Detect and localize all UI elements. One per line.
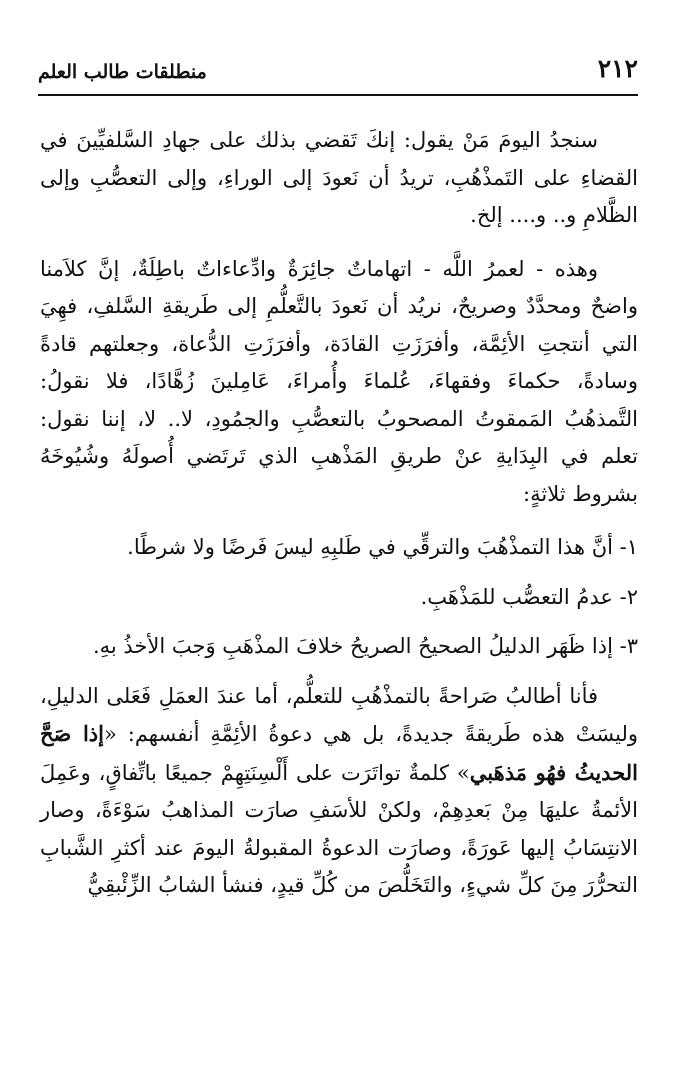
- body-text: [40, 122, 638, 921]
- quoted-saying: إذا صَحَّ الحديثُ فهُو مَذهَبي: [40, 721, 638, 785]
- paragraph-3: [40, 678, 638, 905]
- page-number: ٢١٢: [597, 54, 638, 83]
- list-item-3: ٣- إذا ظَهَر الدليلُ الصحيحُ الصريحُ خلافَ المذْهَبِ وَجبَ الأخذُ بهِ.: [92, 634, 638, 658]
- header-rule: [38, 94, 638, 96]
- paragraph-3-end: » كلمةٌ تواتَرَت على أَلْسِنَتِهِمْ جميعًا باتِّفاقٍ، وعَمِلَ الأئمةُ عليهَا مِنْ بَعدِهِمْ، ولكنْ للأسَفِ صارَت المذاهبُ سَوْءَةً، وصار الانتِسَابُ إليها عَورَةً، وصارَت الدعوةُ المقبولةُ اليومَ عند أكثرِ الشَّبابِ التحرُّرَ مِنَ كلِّ شيءٍ، والتَخَلُّصَ من كُلِّ قيدٍ، فنشأ الشابُ الزِّئْبقِيُّ: [40, 760, 638, 897]
- list-item-1: ١- أنَّ هذا التمذْهُبَ والترقِّي في طَلبِهِ ليسَ فَرضًا ولا شرطًا.: [127, 535, 638, 559]
- list-item-2: ٢- عدمُ التعصُّب للمَذْهَبِ.: [420, 584, 638, 609]
- paragraph-2: وهذه - لعمرُ اللَّه - اتهاماتٌ جائِرَةٌ وادِّعاءاتٌ باطِلَةٌ، إنَّ كلاَمنا واضحٌ ومحدَّدٌ وصريحٌ، نريُد أن نَعودَ بالتَّعلُّمِ إلى طَريقةِ السَّلفِ، فهِيَ التي أنتجتِ الأئِمَّة، وأفرَزَتِ القادَة، وأفرَزَتِ الدُّعاة، وجعلتهم قادةً وسادةً، حكماءَ وفقهاءَ، عُلماءَ وأُمراءَ، عَامِلينَ زُهَّادًا، فلا نقولُ: التَّمذهُبُ المَمقوتُ المصحوبُ بالتعصُّبِ والجمُودِ، لا.. لا، إننا نقول: تعلم في البِدَايةِ عنْ طريقِ المَذْهبِ الذي تَرتَضي أُصولَهُ وشُيُوخَهُ بشروط ثلاثةٍ:: [40, 256, 638, 506]
- running-title: منطلقات طالب العلم: [38, 61, 207, 83]
- page-header: [38, 52, 638, 96]
- paragraph-1: سنجدُ اليومَ مَنْ يقول: إنكَ تَقضي بذلك على جهادِ السَّلفيِّينَ في القضاءِ على التَمذْهُبِ، تريدُ أن نَعودَ إلى الوراءِ، وإلى التعصُّبِ وإلى الظَّلامِ و.. و.... إلخ.: [40, 128, 638, 227]
- paragraph-3-start: فأنا أطالبُ صَراحةً بالتمذْهُبِ للتعلُّم، أما عندَ العمَلِ فَعَلى الدليلِ، وليسَتْ هذه طَريقةً جديدةً، بل هي دعوةُ الأئِمَّةِ أنفسهم: «: [40, 683, 638, 746]
